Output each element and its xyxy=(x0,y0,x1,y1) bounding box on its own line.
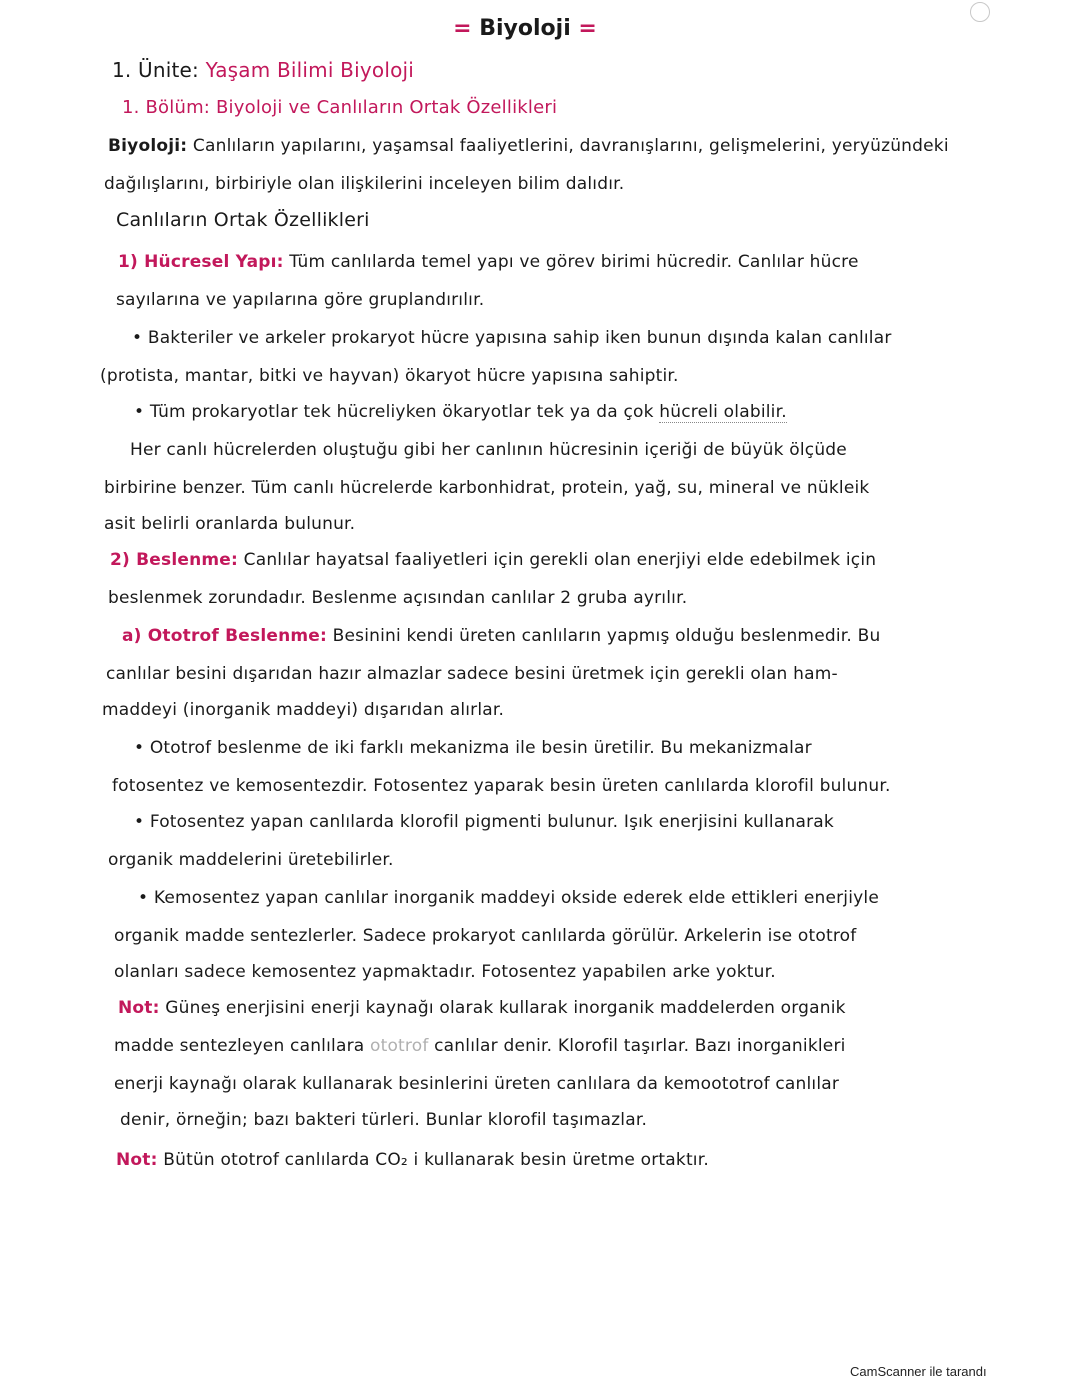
autotroph-line-2: canlılar besini dışarıdan hazır almazlar sadece besini üretmek için gerekli olan ham- xyxy=(106,664,838,684)
nutrition-text-1: Canlılar hayatsal faaliyetleri için gerekli olan enerjiyi elde edebilmek için xyxy=(243,550,877,570)
chemosynthesis-bullet-line-3: olanları sadece kemosentez yapmaktadır. Fotosentez yapabilen arke yoktur. xyxy=(114,962,776,982)
note-1-line-4: denir, örneğin; bazı bakteri türleri. Bunlar klorofil taşımazlar. xyxy=(120,1110,648,1130)
cell-content-line-3: asit belirli oranlarda bulunur. xyxy=(104,514,356,534)
section-heading xyxy=(122,96,557,120)
cellular-structure-term: 1) Hücresel Yapı: xyxy=(118,252,284,272)
note-1-line-3: enerji kaynağı olarak kullanarak besinlerini üreten canlılara da kemoototrof canlılar xyxy=(114,1074,840,1094)
prokaryote-bullet-line-2: (protista, mantar, bitki ve hayvan) ökaryot hücre yapısına sahiptir. xyxy=(100,366,679,386)
cell-content-line-1: Her canlı hücrelerden oluştuğu gibi her canlının hücresinin içeriği de büyük ölçüde xyxy=(130,440,847,460)
autotroph-text-1: Besinini kendi üreten canlıların yapmış olduğu beslenmedir. Bu xyxy=(332,626,881,646)
photosynthesis-bullet-line-2: organik maddelerini üretebilirler. xyxy=(108,850,394,870)
definition-line-2: dağılışlarını, birbiriyle olan ilişkilerini inceleyen bilim dalıdır. xyxy=(104,174,625,194)
nutrition-line-2: beslenmek zorundadır. Beslenme açısından canlılar 2 gruba ayrılır. xyxy=(108,588,688,608)
unicellular-bullet xyxy=(134,400,787,424)
cell-content-line-2: birbirine benzer. Tüm canlı hücrelerde karbonhidrat, protein, yağ, su, mineral ve nükleik xyxy=(104,478,870,498)
note-2-label: Not: xyxy=(116,1150,158,1170)
unit-heading xyxy=(112,58,414,82)
mechanism-bullet-line-1: • Ototrof beslenme de iki farklı mekanizma ile besin üretilir. Bu mekanizmalar xyxy=(134,738,812,758)
title-text: Biyoloji xyxy=(479,16,571,41)
unit-number: 1. Ünite: xyxy=(112,58,199,82)
title-left-mark: = xyxy=(453,16,472,41)
unit-title: Yaşam Bilimi Biyoloji xyxy=(205,58,415,82)
section-title: Biyoloji ve Canlıların Ortak Özellikleri xyxy=(216,97,558,118)
photosynthesis-bullet-line-1: • Fotosentez yapan canlılarda klorofil pigmenti bulunur. Işık enerjisini kullanarak xyxy=(134,812,834,832)
definition-text-1: Canlıların yapılarını, yaşamsal faaliyetlerini, davranışlarını, gelişmelerini, yeryüzündeki xyxy=(192,136,949,156)
cellular-structure-line-1 xyxy=(118,250,859,274)
nutrition-term: 2) Beslenme: xyxy=(110,550,239,570)
chemosynthesis-bullet-line-1: • Kemosentez yapan canlılar inorganik maddeyi okside ederek elde ettikleri enerjiyle xyxy=(138,888,880,908)
note-2-text: Bütün ototrof canlılarda CO₂ i kullanarak besin üretme ortaktır. xyxy=(163,1150,709,1170)
page-title xyxy=(0,16,1050,41)
note-1-crossed-word: ototrof xyxy=(369,1036,429,1056)
cellular-structure-line-2: sayılarına ve yapılarına göre gruplandırılır. xyxy=(116,290,485,310)
section-number: 1. Bölüm: xyxy=(122,97,211,118)
autotroph-line-1 xyxy=(122,624,880,648)
note-1-label: Not: xyxy=(118,998,160,1018)
scanner-watermark: CamScanner ile tarandı xyxy=(850,1364,987,1379)
unicellular-bullet-text: • Tüm prokaryotlar tek hücreliyken ökaryotlar tek ya da çok xyxy=(134,402,654,422)
autotroph-line-3: maddeyi (inorganik maddeyi) dışarıdan alırlar. xyxy=(102,700,505,720)
mechanism-bullet-line-2: fotosentez ve kemosentezdir. Fotosentez yaparak besin üreten canlılarda klorofil bulunur. xyxy=(112,776,891,796)
unicellular-bullet-underlined: hücreli olabilir. xyxy=(659,402,787,422)
chemosynthesis-bullet-line-2: organik madde sentezlerler. Sadece prokaryot canlılarda görülür. Arkelerin ise ototrof xyxy=(114,926,857,946)
definition-term: Biyoloji: xyxy=(108,136,188,156)
note-1-text-1: Güneş enerjisini enerji kaynağı olarak kullarak inorganik maddelerden organik xyxy=(165,998,846,1018)
note-1-text-2a: madde sentezleyen canlılara xyxy=(114,1036,365,1056)
title-right-mark: = xyxy=(578,16,597,41)
definition-line-1 xyxy=(108,134,949,158)
cellular-structure-text-1: Tüm canlılarda temel yapı ve görev birimi hücredir. Canlılar hücre xyxy=(289,252,859,272)
common-features-heading: Canlıların Ortak Özellikleri xyxy=(116,209,370,231)
nutrition-line-1 xyxy=(110,548,876,572)
note-1-text-2b: canlılar denir. Klorofil taşırlar. Bazı inorganikleri xyxy=(434,1036,846,1056)
note-2-line xyxy=(116,1148,709,1172)
note-1-line-1 xyxy=(118,996,846,1020)
prokaryote-bullet-line-1: • Bakteriler ve arkeler prokaryot hücre yapısına sahip iken bunun dışında kalan canlılar xyxy=(132,328,892,348)
note-1-line-2 xyxy=(114,1034,846,1058)
autotroph-term: a) Ototrof Beslenme: xyxy=(122,626,328,646)
